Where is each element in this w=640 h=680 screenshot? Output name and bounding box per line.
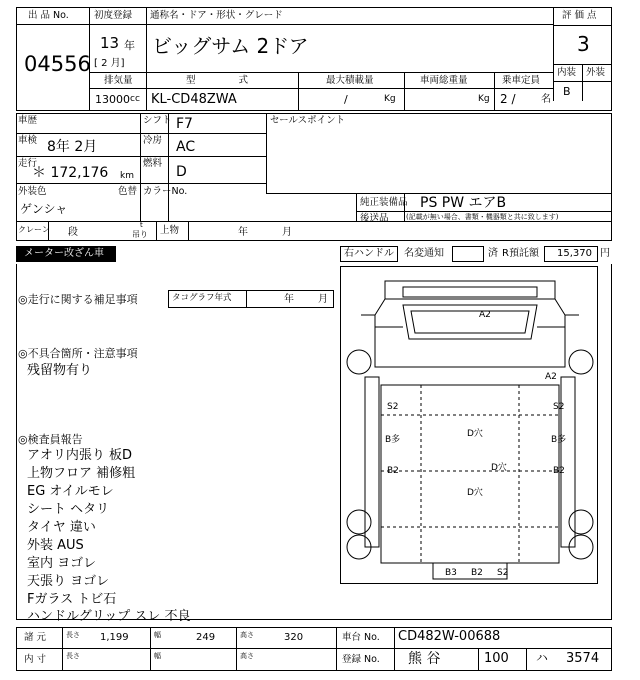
gross-weight-label: 車両総重量	[420, 75, 468, 86]
top-label: 上物	[160, 225, 180, 236]
inspection: 8年 2月	[47, 139, 98, 155]
report-item: アオリ内張り 板D	[27, 448, 133, 463]
report-item: Fガラス トビ石	[27, 592, 117, 607]
recycle-label: R預託額	[502, 248, 539, 259]
inner-height-label: 高さ	[240, 652, 254, 660]
capacity-unit: 名	[541, 94, 551, 105]
fuel: D	[176, 164, 187, 180]
displacement: 13000	[95, 93, 130, 106]
report-item: シート ヘタリ	[27, 502, 110, 517]
kg-unit-2: Kg	[478, 94, 490, 104]
height: 320	[284, 632, 304, 643]
inner-label: 内 寸	[24, 654, 47, 665]
overall-grade: 3	[577, 32, 590, 56]
recycle-amount: 15,370	[557, 248, 592, 259]
aftermarket-label: 後送品	[360, 213, 389, 224]
width-label: 幅	[154, 631, 161, 639]
name-label: 通称名・ドア・形状・グレード	[150, 10, 283, 21]
meter-tamper-text: メーター改ざん車	[24, 248, 104, 259]
report-item: 天張り ヨゴレ	[27, 574, 110, 589]
grade-label: 評 価 点	[562, 10, 597, 21]
color: ゲンシャ	[20, 202, 68, 216]
tacho-year: 年	[284, 294, 294, 305]
genuine-label: 純正装備品	[360, 197, 408, 208]
kg-unit-1: Kg	[384, 94, 396, 104]
ac: AC	[176, 139, 196, 155]
first-reg-year: 13	[100, 34, 120, 52]
year-unit: 年	[124, 39, 135, 52]
color-no-label: 色替	[118, 186, 138, 197]
report-item: EG オイルモレ	[27, 484, 114, 499]
max-load: /	[344, 93, 348, 106]
report-item: 上物フロア 補修粗	[27, 466, 136, 481]
damage-mark: D穴	[467, 488, 483, 498]
steering: 右ハンドル	[344, 248, 394, 259]
reg-class: 100	[484, 651, 509, 666]
reg-number: 3574	[566, 651, 600, 666]
aftermarket-note: (記載が無い場合、書類・機器類と共に致します)	[406, 213, 559, 221]
damage-mark: B多	[385, 435, 401, 445]
interior-grade: B	[563, 85, 571, 98]
damage-mark: S2	[387, 402, 399, 412]
lot-no-label: 出 品 No.	[28, 10, 69, 21]
defects-label: ◎不具合箇所・注意事項	[18, 347, 138, 360]
crane-label: クレーン	[18, 225, 50, 234]
vehicle-name: ビッグサム 2ドア	[152, 34, 309, 58]
mileage-label: 走行	[18, 158, 38, 169]
ac-label: 冷房	[143, 135, 163, 146]
report-item: 外装 AUS	[27, 538, 84, 553]
chassis-no: CD482W-00688	[398, 629, 501, 644]
damage-mark: A2	[545, 372, 557, 382]
damage-mark: B2	[387, 466, 399, 476]
sales-point-label: セールスポイント	[270, 115, 346, 126]
length: 1,199	[100, 632, 129, 643]
model: KL-CD48ZWA	[151, 92, 237, 107]
crane-t: t	[140, 221, 143, 229]
damage-mark: D穴	[491, 463, 507, 473]
interior-label: 内装	[557, 67, 577, 78]
capacity: 2 /	[500, 92, 516, 106]
vehicle-diagram	[340, 266, 598, 584]
mileage: ＊ 172,176	[32, 165, 109, 181]
genuine: PS PW エアB	[420, 195, 507, 211]
history-label: 車歴	[18, 115, 38, 126]
model-label: 型 式	[186, 75, 249, 86]
crane-lift: 吊り	[132, 230, 148, 239]
reg-kana: ハ	[536, 651, 549, 665]
max-load-label: 最大積載量	[326, 75, 374, 86]
tacho-month: 月	[318, 294, 328, 305]
recycle-unit: 円	[600, 248, 610, 259]
deposit-status: 済	[488, 248, 498, 259]
inspection-label: 車検	[18, 135, 38, 146]
capacity-label: 乗車定員	[502, 75, 541, 86]
mileage-unit: km	[120, 171, 134, 181]
report-item: タイヤ 違い	[27, 520, 96, 535]
height-label: 高さ	[240, 631, 254, 639]
top-year: 年	[238, 227, 248, 238]
tacho-label: タコグラフ年式	[172, 293, 232, 303]
displacement-label: 排気量	[104, 75, 133, 86]
reg-area: 熊 谷	[408, 651, 441, 667]
crane-step: 段	[68, 227, 78, 238]
damage-mark: B2	[553, 466, 565, 476]
color-label: 外装色	[18, 186, 47, 197]
top-month: 月	[282, 227, 292, 238]
truck-outline	[341, 267, 599, 585]
exterior-label: 外装	[586, 67, 606, 78]
inner-length-label: 長さ	[66, 652, 80, 660]
damage-mark: B2	[471, 568, 483, 578]
defects: 残留物有り	[27, 363, 93, 378]
damage-mark: B3	[445, 568, 457, 578]
first-reg-month: [ 2 月]	[94, 58, 125, 69]
damage-mark: B多	[551, 435, 567, 445]
report-item: 室内 ヨゴレ	[27, 556, 97, 571]
damage-mark: S2	[553, 402, 565, 412]
fuel-label: 燃料	[143, 158, 163, 169]
inner-width-label: 幅	[154, 652, 161, 660]
damage-mark: S2	[497, 568, 509, 578]
shift-label: シフト	[143, 115, 172, 126]
reg-label: 登録 No.	[342, 654, 380, 665]
lot-no: 04556	[24, 52, 91, 76]
color-code-label: カラーNo.	[143, 186, 188, 197]
spec-label: 諸 元	[24, 632, 47, 643]
chassis-label: 車台 No.	[342, 632, 380, 643]
shift: F7	[176, 116, 193, 132]
length-label: 長さ	[66, 631, 80, 639]
damage-mark: A2	[479, 310, 491, 320]
first-reg-label: 初度登録	[94, 10, 133, 21]
width: 249	[196, 632, 216, 643]
name-change-box	[452, 246, 484, 262]
inspector-label: ◎検査員報告	[18, 433, 83, 446]
name-change: 名変通知	[404, 248, 444, 259]
supplement-label: ◎走行に関する補足事項	[18, 293, 138, 306]
damage-mark: D穴	[467, 429, 483, 439]
report-item: ハンドルグリップ スレ 不良	[27, 609, 191, 624]
displacement-unit: cc	[130, 94, 140, 104]
